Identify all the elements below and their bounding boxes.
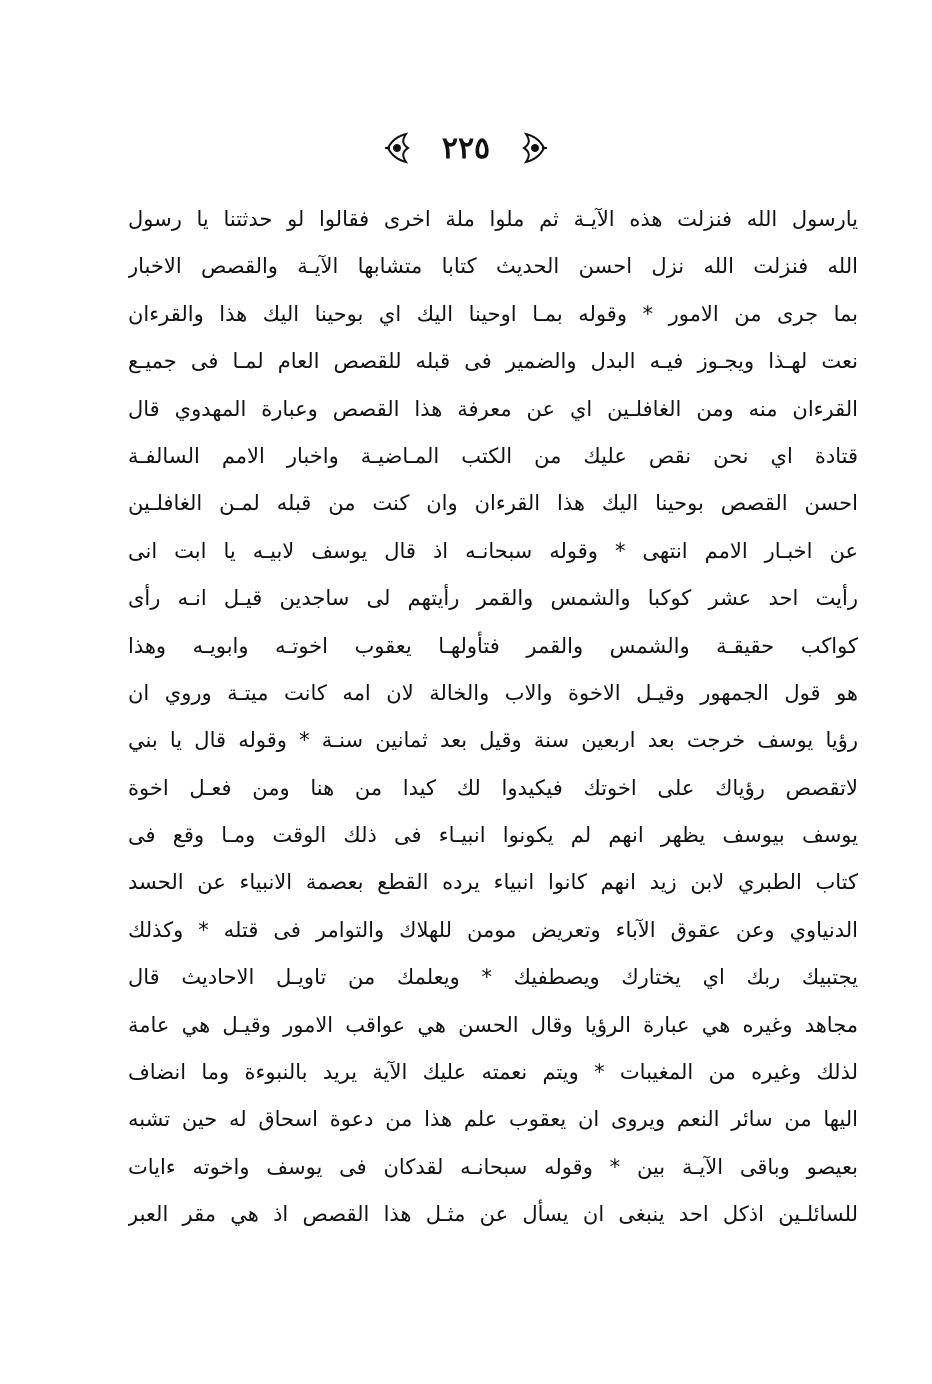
text-line: لذلك وغيره من المغيبات * ويتم نعمته عليك الآية يريد بالنبوءة وما انضاف: [128, 1060, 858, 1085]
text-line: اليها من سائر النعم ويروى ان يعقوب علم هذا من دعوة اسحاق له حين تشبه: [128, 1107, 858, 1132]
text-line: يجتبيك ربك اي يختارك ويصطفيك * ويعلمك من تاويـل الاحاديث قال: [128, 965, 858, 990]
text-line: رأيت احد عشر كوكبا والشمس والقمر رأيتهم لى ساجدين قيـل انـه رأى: [128, 586, 858, 611]
text-line: قتادة اي نحن نقص عليك من الكتب المـاضيـة واخبار الامم السالفـة: [128, 443, 858, 468]
text-line: كتاب الطبري لابن زيد انهم كانوا انبياء يرده القطع بعصمة الانبياء عن الحسد: [128, 870, 858, 895]
text-line: الله فنزلت الله نزل احسن الحديث كتابا متشابها الآيـة والقصص الاخبار: [128, 254, 858, 279]
left-ornament-icon: [384, 130, 412, 166]
text-line: احسن القصص بوحينا اليك هذا القرءان وان كنت من قبله لمـن الغافلـين: [128, 491, 858, 516]
text-line: رؤيا يوسف خرجت بعد اربعين سنة وقيل بعد ثمانين سنـة * وقوله قال يا بني: [128, 728, 858, 753]
text-line: للسائلـين اذكل احد ينبغى ان يسأل عن مثـل هذا القصص اذ هي مقر العبر: [128, 1202, 858, 1227]
page-number: ٢٢٥: [441, 130, 491, 166]
body-text: [128, 196, 858, 1239]
text-line: بعيصو وباقى الآيـة بين * وقوله سبحانـه لقدكان فى يوسف واخوته ءايات: [128, 1154, 858, 1179]
text-line: مجاهد وغيره هي عبارة الرؤيا وقال الحسن هي عواقب الامور وقيـل هي عامة: [128, 1012, 858, 1037]
text-line: يوسف بيوسف يظهر انهم لم يكونوا انبيـاء فى ذلك الوقت ومـا وقع فى: [128, 823, 858, 848]
text-line: يارسول الله فنزلت هذه الآيـة ثم ملوا ملة اخرى فقالوا لو حدثتنا يا رسول: [128, 207, 858, 231]
text-line: الدنياوي وعن عقوق الآباء وتعريض مومن للهلاك والتوامر فى قتله * وكذلك: [128, 917, 858, 942]
text-line: لاتقصص رؤياك على اخوتك فيكيدوا لك كيدا من هنا ومن فعـل اخوة: [128, 775, 858, 800]
text-line: بما جرى من الامور * وقوله بمـا اوحينا اليك اي بوحينا اليك هذا والقرءان: [128, 301, 858, 326]
right-ornament-icon: [520, 130, 548, 166]
text-line: عن اخبـار الامم انتهى * وقوله سبحانـه اذ قال يوسف لابيـه يا ابت انى: [128, 538, 858, 563]
text-line: القرءان منه ومن الغافلـين اي عن معرفة هذا القصص وعبارة المهدوي قال: [128, 396, 858, 421]
text-line: هو قول الجمهور وقيـل الاخوة والاب والخالة لان امه كانت ميتـة وروي ان: [128, 680, 858, 705]
text-line: نعت لهـذا ويجـوز فيـه البدل والضمير فى قبله للقصص العام لمـا فى جميـع: [128, 349, 858, 374]
page-header: [0, 124, 932, 172]
text-line: كواكب حقيقـة والشمس والقمر فتأولهـا يعقوب اخوتـه وابويـه وهذا: [128, 633, 858, 658]
